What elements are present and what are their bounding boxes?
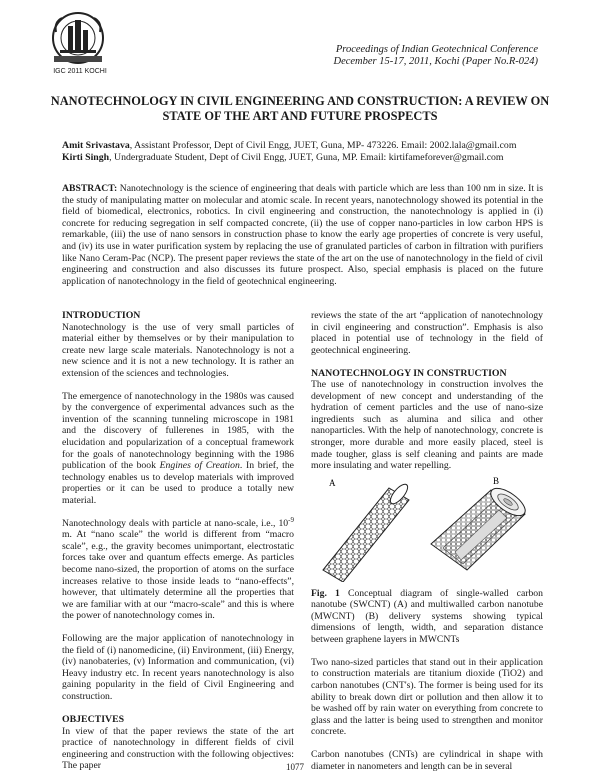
conference-logo — [46, 8, 110, 76]
paragraph: Following are the major application of nanotechnology in the field of (i) nanomedicine, (ii) Environment, (iii) Energy, (iv) nanobateries, (v) Information and communication, (vi) Heavy industry etc. In recent years nanotechnology is also gaining popularity in the field of Civil Engineering and construction. — [62, 633, 294, 702]
text-run: m. At “nano scale” the world is different from “macro scale”, e.g., the gravity becomes unimportant, electrostatic forces take over and quantum effects emerge. As particles become nano-sized, the proportion of atoms on the surface increases relative to those inside leads to “nano-effects”, however, that ultimately determine all the properties that we are familiar with at our “macro-scale” and this is where the power of nanotechnology comes in. — [62, 529, 294, 622]
section-heading-introduction: INTRODUCTION — [62, 310, 141, 321]
figure-caption — [311, 588, 543, 646]
paragraph: Carbon nanotubes (CNTs) are cylindrical in shape with diameter in nanometers and length can be in several — [311, 749, 543, 772]
section-heading-construction: NANOTECHNOLOGY IN CONSTRUCTION — [311, 367, 507, 379]
book-title: Engines of Creation — [159, 460, 240, 472]
paragraph — [62, 391, 294, 506]
author-name: Amit Srivastava — [62, 140, 130, 151]
figure-1-nanotube-diagram — [311, 474, 543, 582]
conference-details: December 15-17, 2011, Kochi (Paper No.R-024) — [333, 56, 538, 67]
paragraph: In view of that the paper reviews the state of the art practice of nanotechnology in different fields of civil engineering and construction with the following objectives: The paper — [62, 725, 294, 772]
abstract-text: Nanotechnology is the science of engineering that deals with particle which are less than 100 nm in size. It is the study of manipulating matter on molecular and atomic scale. In recent years, nanotechnology showed its potential in the field of biomedical, electronics, robotics. In civil engineering and construction, the nanotechnology is applied in (i) concrete for reducing segregation in self compacted concrete, (ii) the use of copper nano-particles in low carbon HPS is remarkable, (iii) the use of nano sensors in construction phase to know the early age properties of concrete is very useful, and (iv) its use in water purification system by replacing the use of granulated particles of carbon in filtration with purifiers like Nano Ceram-Pac (NCP). The present paper reviews the state of the art on the use of nanotechnology in the field of civil engineering and construction and also discusses its future prospect. Also, special emphasis is placed on the future application of nanotechnology in the field of geotechnical engineering. — [62, 183, 543, 287]
figure-label-b: B — [493, 475, 500, 486]
paragraph: Two nano-sized particles that stand out in their application to construction materials are titanium dioxide (TiO2) and carbon nanotubes (CNT's). The former is being used for its ability to break down dirt or pollution and then allow it to be washed off by rain water on everything from concrete to glass and the latter is being used to strengthen and monitor concrete. — [311, 656, 543, 738]
author-name: Kirti Singh — [62, 151, 110, 163]
right-column — [311, 310, 543, 772]
exponent: -9 — [288, 515, 294, 524]
left-column — [62, 310, 294, 772]
text-run: The emergence of nanotechnology in the 1980s was caused by the convergence of experimental advances such as the invention of the scanning tunneling microscope in 1981 and the discovery of fullerenes in 1985, with the elucidation and popularization of a conceptual framework for the goals of nanotechnology beginning with the 1986 publication of the book — [62, 390, 294, 472]
abstract — [62, 183, 543, 287]
page-number: 1077 — [286, 762, 304, 772]
author-list — [62, 140, 582, 163]
paragraph: The use of nanotechnology in construction involves the development of new concept and understanding of the hydration of cement particles and the use of nano-size ingredients such as alumina and silica and other nanoparticles. With the help of nanotechnology, concrete is stronger, more durable and more easily placed, steel is made tougher, glass is self cleaning and paints are made more insulating and water repelling. — [311, 379, 543, 472]
text-run: . In brief, the technology enables us to develop materials with improved properties or it can be used to produce a totally new material. — [62, 460, 294, 506]
abstract-label: ABSTRACT: — [62, 183, 118, 194]
paper-title: NANOTECHNOLOGY IN CIVIL ENGINEERING AND CONSTRUCTION: A REVIEW ON STATE OF THE ART AND FUTURE PROSPECTS — [50, 94, 550, 123]
author-line — [62, 152, 582, 164]
section-heading-objectives: OBJECTIVES — [62, 714, 125, 725]
paragraph — [62, 515, 294, 622]
author-affiliation: , Assistant Professor, Dept of Civil Engg, JUET, Guna, MP- 473226. Email: 2002.lala@gmail.com — [129, 140, 517, 151]
swcnt-tube — [323, 481, 411, 581]
conference-header — [258, 44, 538, 68]
figure-caption-label: Fig. 1 — [311, 587, 340, 599]
nanotube-illustration — [311, 474, 543, 582]
logo-caption: IGC 2011 KOCHI — [53, 68, 107, 75]
author-line — [62, 140, 582, 152]
mwcnt-tube — [431, 483, 530, 570]
conference-name: Proceedings of Indian Geotechnical Conference — [335, 44, 538, 55]
paragraph: Nanotechnology is the use of very small particles of material either by themselves or by their manipulation to create new large scale materials. Nanotechnology is not a new science and it is not a new technology. It is rather an extension of the sciences and technologies. — [62, 321, 294, 379]
figure-caption-text: Conceptual diagram of single-walled carbon nanotube (SWCNT) (A) and multiwalled carbon nanotube (MWCNT) (B) delivery systems showing typical dimensions of length, width, and separation distance between graphene layers in MWCNTs — [311, 587, 543, 645]
author-affiliation: , Undergraduate Student, Dept of Civil Engg, JUET, Guna, MP. Email: kirtifameforever@gmail.com — [109, 151, 504, 163]
figure-label-a: A — [329, 477, 336, 488]
paragraph: reviews the state of the art “application of nanotechnology in civil engineering and construction”. Emphasis is also placed in potential use of technology in the field of geotechnical engineering. — [311, 310, 543, 356]
text-run: Nanotechnology deals with particle at nano-scale, i.e., 10 — [62, 517, 289, 529]
